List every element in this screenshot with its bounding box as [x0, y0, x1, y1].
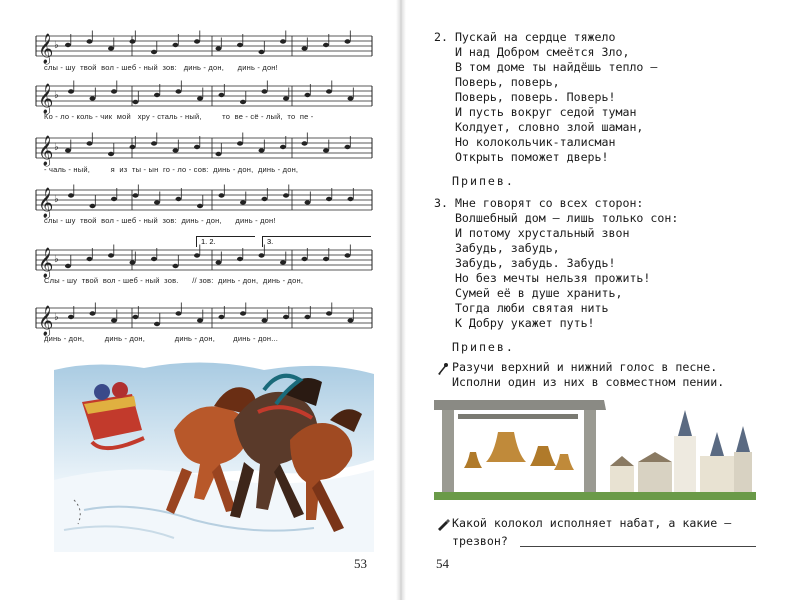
verse-3-line-3: И потому хрустальный звон — [434, 226, 630, 240]
note-head — [90, 204, 96, 208]
flat-icon: ♭ — [54, 194, 59, 205]
lyric-line-4: слы - шу твой вол - шеб - ный зов: динь - дон, динь - дон! — [44, 216, 276, 225]
note-head — [219, 193, 225, 197]
verse-3-line-1: 3. Мне говорят со всех сторон: — [434, 196, 644, 210]
verse-2-line-2: И над Добром смеётся Зло, — [434, 45, 630, 59]
note-head — [90, 311, 96, 315]
verse-3-line-8: Тогда люби святая нить — [434, 301, 609, 315]
note-head — [111, 318, 117, 322]
flat-icon: ♭ — [54, 142, 59, 153]
note-head — [219, 93, 225, 97]
note-head — [133, 193, 139, 197]
note-head — [280, 39, 286, 43]
music-staff — [36, 304, 372, 334]
note-head — [173, 264, 179, 268]
note-head — [108, 152, 114, 156]
note-head — [240, 100, 246, 104]
note-head — [111, 89, 117, 93]
treble-clef-icon: 𝄞 — [38, 136, 54, 166]
note-head — [302, 46, 308, 50]
note-head — [151, 50, 157, 54]
note-head — [151, 141, 157, 145]
music-staff — [36, 82, 372, 112]
verse-3-line-6: Но без мечты нельзя прожить! — [434, 271, 651, 285]
note-head — [302, 141, 308, 145]
note-head — [259, 253, 265, 257]
treble-clef-icon: 𝄞 — [38, 34, 54, 64]
note-head — [197, 204, 203, 208]
note-head — [345, 253, 351, 257]
note-head — [176, 311, 182, 315]
flat-icon: ♭ — [54, 312, 59, 323]
note-head — [65, 148, 71, 152]
note-head — [111, 197, 117, 201]
volta-bracket-2 — [262, 236, 371, 247]
note-head — [259, 148, 265, 152]
verse-3-line-7: Сумей её в душе хранить, — [434, 286, 623, 300]
verse-2-line-6: И пусть вокруг седой туман — [434, 105, 637, 119]
note-head — [323, 148, 329, 152]
note-head — [68, 89, 74, 93]
note-head — [87, 141, 93, 145]
verse-3-line-4: Забудь, забудь, — [434, 241, 560, 255]
note-head — [176, 89, 182, 93]
treble-clef-icon: 𝄞 — [38, 84, 54, 114]
music-notes-icon — [436, 362, 450, 376]
music-staff — [36, 246, 372, 276]
note-head — [216, 260, 222, 264]
note-head — [90, 96, 96, 100]
lyric-line-2: Ко - ло - коль - чик мой хру - сталь - ный, то ве - сё - лый, то пе - — [44, 112, 314, 121]
note-head — [283, 315, 289, 319]
note-head — [65, 43, 71, 47]
note-head — [237, 43, 243, 47]
answer-line[interactable] — [520, 546, 756, 547]
note-head — [173, 43, 179, 47]
note-head — [262, 197, 268, 201]
task-sing-line-1: Разучи верхний и нижний голос в песне. — [452, 360, 718, 374]
note-head — [305, 93, 311, 97]
troika-illustration — [54, 360, 374, 552]
note-head — [154, 322, 160, 326]
lyric-line-1: слы - шу твой вол - шеб - ный зов: динь - дон, динь - дон! — [44, 63, 278, 72]
lyric-line-6: динь - дон, динь - дон, динь - дон, динь - дон... — [44, 334, 279, 343]
flat-icon: ♭ — [54, 90, 59, 101]
note-head — [154, 93, 160, 97]
note-head — [68, 193, 74, 197]
note-head — [151, 257, 157, 261]
note-head — [326, 311, 332, 315]
note-head — [130, 260, 136, 264]
task-sing-line-2: Исполни один из них в совместном пении. — [452, 375, 725, 389]
page-number-left: 53 — [354, 556, 367, 571]
note-head — [197, 96, 203, 100]
lyric-line-5: Слы - шу твой вол - шеб - ный зов. // зов: динь - дон, динь - дон, — [44, 276, 304, 285]
treble-clef-icon: 𝄞 — [38, 248, 54, 278]
verse-3-line-2: Волшебный дом — лишь только сон: — [434, 211, 679, 225]
verse-2-line-1: 2. Пускай на сердце тяжело — [434, 30, 616, 44]
volta-label-1: 1. 2. — [201, 237, 216, 246]
note-head — [326, 89, 332, 93]
note-head — [240, 200, 246, 204]
refrain-label-1: Припев. — [452, 174, 515, 188]
pencil-icon — [436, 517, 450, 531]
note-head — [133, 315, 139, 319]
note-head — [154, 200, 160, 204]
note-head — [194, 39, 200, 43]
note-head — [87, 39, 93, 43]
note-head — [348, 96, 354, 100]
note-head — [108, 46, 114, 50]
verse-2-line-8: Но колокольчик-талисман — [434, 135, 616, 149]
note-head — [194, 145, 200, 149]
note-head — [216, 152, 222, 156]
task-question-line-2: трезвон? — [452, 534, 508, 548]
note-head — [176, 197, 182, 201]
note-head — [345, 145, 351, 149]
volta-bracket-1 — [196, 236, 255, 247]
note-head — [130, 145, 136, 149]
note-head — [216, 46, 222, 50]
verse-3-line-5: Забудь, забудь. Забудь! — [434, 256, 616, 270]
note-head — [345, 39, 351, 43]
volta-label-2: 3. — [267, 237, 274, 246]
note-head — [283, 96, 289, 100]
note-head — [283, 193, 289, 197]
note-head — [219, 315, 225, 319]
note-head — [65, 264, 71, 268]
note-head — [323, 257, 329, 261]
treble-clef-icon: 𝄞 — [38, 306, 54, 336]
music-staff — [36, 32, 372, 62]
treble-clef-icon: 𝄞 — [38, 188, 54, 218]
note-head — [280, 145, 286, 149]
note-head — [173, 148, 179, 152]
verse-2-line-3: В том доме ты найдёшь тепло — — [434, 60, 658, 74]
task-question-line-1: Какой колокол исполняет набат, а какие — — [452, 516, 732, 530]
flat-icon: ♭ — [54, 40, 59, 51]
note-head — [305, 315, 311, 319]
note-head — [323, 43, 329, 47]
music-staff — [36, 134, 372, 164]
note-head — [130, 39, 136, 43]
note-head — [280, 260, 286, 264]
page-number-right: 54 — [436, 556, 449, 571]
refrain-label-2: Припев. — [452, 340, 515, 354]
verse-2-line-9: Открыть поможет дверь! — [434, 150, 609, 164]
note-head — [237, 257, 243, 261]
verse-2-line-4: Поверь, поверь, — [434, 75, 560, 89]
note-head — [259, 50, 265, 54]
note-head — [108, 253, 114, 257]
lyric-line-3: - чаль - ный, я из ты - ын го - ло - сов: динь - дон, динь - дон, — [44, 165, 299, 174]
note-head — [194, 253, 200, 257]
note-head — [305, 200, 311, 204]
note-head — [326, 197, 332, 201]
note-head — [197, 318, 203, 322]
verse-2-line-5: Поверь, поверь. Поверь! — [434, 90, 616, 104]
note-head — [240, 311, 246, 315]
note-head — [133, 100, 139, 104]
note-head — [348, 197, 354, 201]
book-gutter — [396, 0, 406, 600]
verse-2-line-7: Колдует, словно злой шаман, — [434, 120, 644, 134]
note-head — [262, 318, 268, 322]
note-head — [302, 257, 308, 261]
verse-3-line-9: К Добру укажет путь! — [434, 316, 595, 330]
note-head — [237, 141, 243, 145]
note-head — [348, 318, 354, 322]
music-staff — [36, 186, 372, 216]
bells-illustration — [434, 396, 756, 500]
note-head — [262, 89, 268, 93]
note-head — [68, 315, 74, 319]
flat-icon: ♭ — [54, 254, 59, 265]
note-head — [87, 257, 93, 261]
